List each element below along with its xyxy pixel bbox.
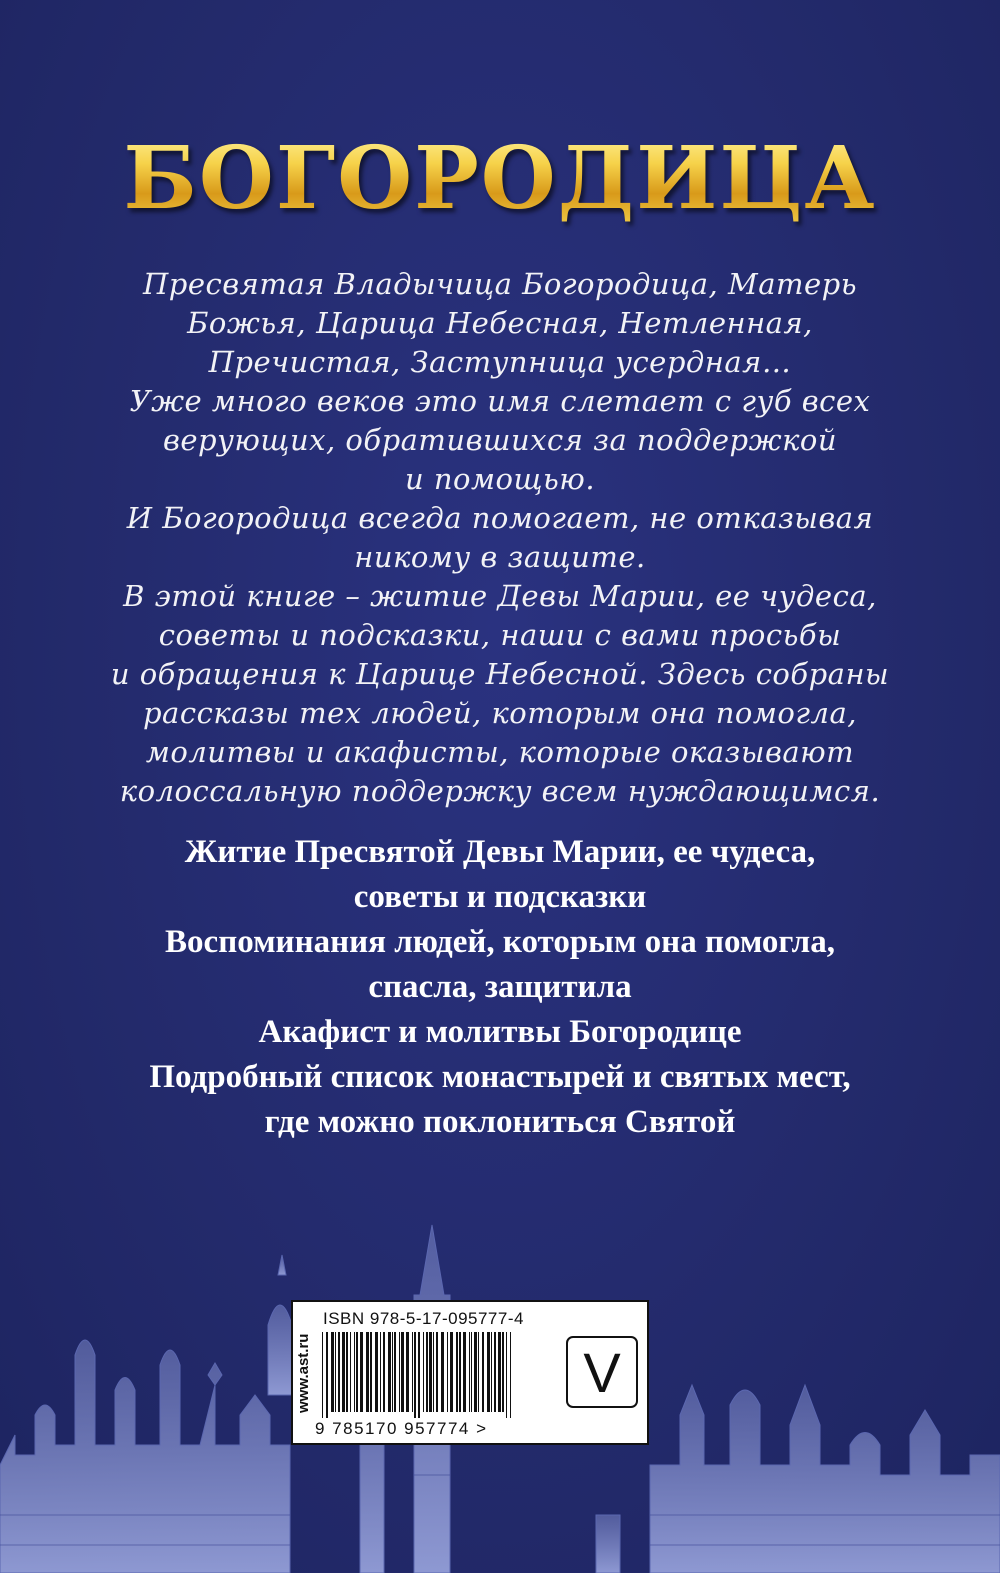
barcode-bar xyxy=(392,1332,393,1412)
feature-line: советы и подсказки xyxy=(353,879,647,915)
description-line: В этой книге – житие Девы Марии, ее чудеса, xyxy=(123,579,877,613)
barcode-bar xyxy=(375,1332,378,1412)
barcode-bar xyxy=(401,1332,404,1412)
description-line: Уже много веков это имя слетает с губ всех xyxy=(129,384,871,418)
barcode-bar xyxy=(406,1332,409,1412)
barcode-bar xyxy=(360,1332,363,1412)
description-line: советы и подсказки, наши с вами просьбы xyxy=(158,618,842,652)
barcode-bar xyxy=(429,1332,432,1412)
feature-line: Житие Пресвятой Девы Марии, ее чудеса, xyxy=(184,834,816,870)
barcode-bar xyxy=(399,1332,400,1412)
barcode-bar xyxy=(388,1332,391,1412)
barcode-bar xyxy=(478,1332,479,1412)
barcode-bar xyxy=(456,1332,458,1412)
description-line: молитвы и акафисты, которые оказывают xyxy=(145,735,855,769)
barcode-box xyxy=(291,1300,649,1445)
feature-line: Воспоминания людей, которым она помогла, xyxy=(165,924,835,960)
barcode-bar xyxy=(356,1332,358,1412)
barcode-bar xyxy=(510,1332,511,1418)
book-title: БОГОРОДИЦА xyxy=(0,128,1000,229)
barcode-bar xyxy=(335,1332,336,1412)
barcode-bar xyxy=(394,1332,396,1412)
description-line: колоссальную поддержку всем нуждающимся. xyxy=(119,774,881,808)
barcode-bar xyxy=(418,1332,420,1418)
barcode-bar xyxy=(469,1332,470,1412)
barcode-bar xyxy=(502,1332,504,1412)
feature-line: спасла, защитила xyxy=(368,969,632,1005)
description-line: и обращения к Царице Небесной. Здесь собраны xyxy=(110,657,890,691)
barcode-bar xyxy=(326,1332,328,1418)
barcode-bar xyxy=(423,1332,424,1412)
barcode-bars xyxy=(320,1332,556,1418)
description-line: Пресвятая Владычица Богородица, Матерь xyxy=(143,267,857,301)
description-line: верующих, обратившихся за поддержкой xyxy=(162,423,838,457)
publisher-logo-v xyxy=(566,1336,638,1408)
barcode-bar xyxy=(366,1332,369,1412)
description-line: Божья, Царица Небесная, Нетленная, xyxy=(187,306,813,340)
barcode-bar xyxy=(426,1332,428,1412)
barcode-bar xyxy=(354,1332,355,1412)
barcode-bar xyxy=(441,1332,444,1412)
barcode-bar xyxy=(380,1332,381,1412)
barcode-bar xyxy=(331,1332,334,1412)
barcode-bar xyxy=(322,1332,323,1418)
barcode-bar xyxy=(491,1332,492,1412)
barcode-bar xyxy=(459,1332,461,1412)
publisher-website: www.ast.ru xyxy=(295,1333,312,1413)
barcode-bar xyxy=(346,1332,348,1412)
description-line: никому в защите. xyxy=(354,540,646,574)
barcode-bar xyxy=(350,1332,351,1412)
feature-line: Подробный список монастырей и святых мест, xyxy=(149,1059,851,1095)
barcode-bar xyxy=(450,1332,453,1412)
barcode-bar xyxy=(506,1332,507,1418)
barcode-bar xyxy=(471,1332,472,1412)
description-line: рассказы тех людей, которым она помогла, xyxy=(142,696,857,730)
barcode-bar xyxy=(474,1332,477,1412)
barcode-bar xyxy=(342,1332,345,1412)
publisher-mark: V xyxy=(583,1341,621,1404)
feature-list xyxy=(40,830,960,1145)
barcode-digits: 9 785170 957774 > xyxy=(315,1419,488,1438)
feature-line: Акафист и молитвы Богородице xyxy=(258,1014,742,1050)
barcode-bar xyxy=(463,1332,466,1412)
barcode-bar xyxy=(370,1332,372,1412)
feature-line: где можно поклониться Святой xyxy=(264,1104,736,1140)
barcode-bar xyxy=(494,1332,496,1412)
book-description xyxy=(60,265,940,811)
barcode-bar xyxy=(447,1332,448,1412)
barcode-bar xyxy=(383,1332,385,1412)
barcode-bar xyxy=(482,1332,484,1412)
barcode-bar xyxy=(414,1332,416,1418)
barcode-bar xyxy=(487,1332,490,1412)
barcode-bar xyxy=(436,1332,438,1412)
barcode-bar xyxy=(498,1332,501,1412)
barcode-bar xyxy=(338,1332,340,1412)
barcode-bar xyxy=(412,1332,413,1412)
description-line: И Богородица всегда помогает, не отказывая xyxy=(126,501,874,535)
barcode-bar xyxy=(433,1332,434,1412)
description-line: Пречистая, Заступница усердная… xyxy=(208,345,792,379)
description-line: и помощью. xyxy=(404,462,596,496)
isbn-label: ISBN 978-5-17-095777-4 xyxy=(323,1309,524,1328)
